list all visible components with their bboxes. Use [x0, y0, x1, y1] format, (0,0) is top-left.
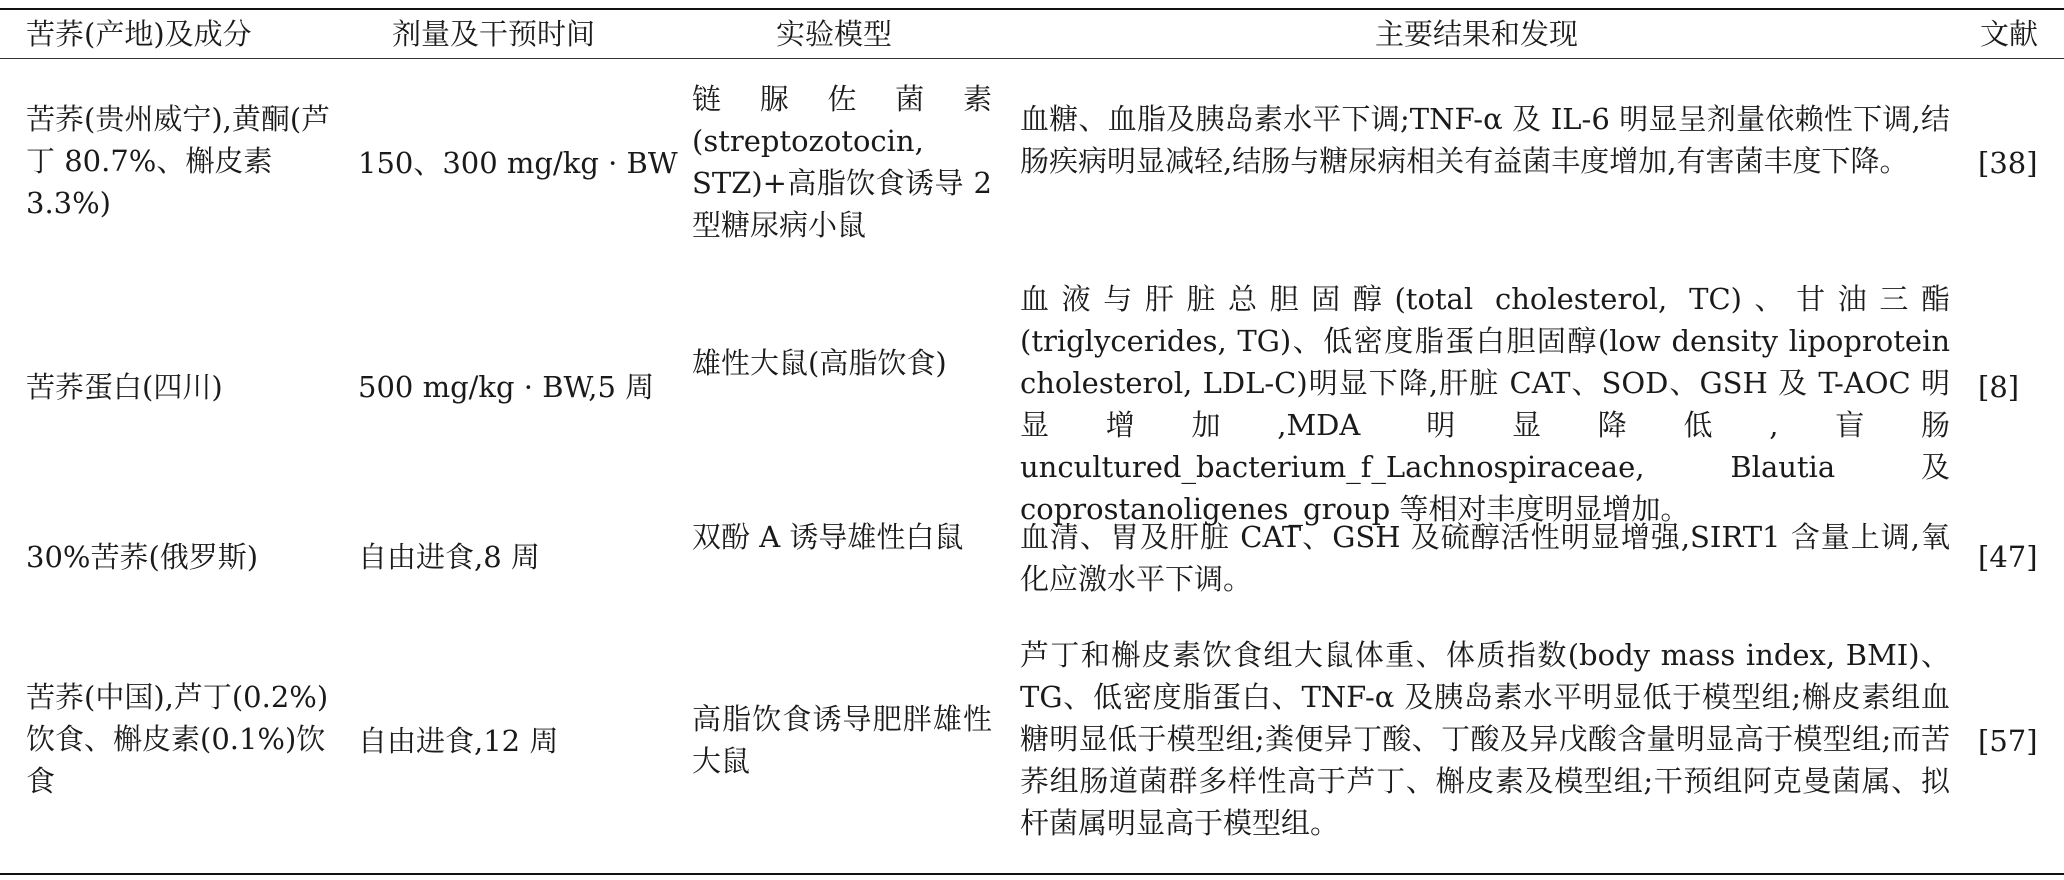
table-bottom-rule: [0, 873, 2064, 875]
row4-ref: [57]: [1978, 724, 2038, 758]
header-model: 实验模型: [776, 17, 893, 51]
row1-model: 链脲佐菌素(streptozotocin, STZ)+高脂饮食诱导 2 型糖尿病小鼠: [692, 82, 992, 242]
row2-ref: [8]: [1978, 370, 2020, 404]
header-source: 苦荞(产地)及成分: [26, 17, 252, 51]
row3-result: 血清、胃及肝脏 CAT、GSH 及硫醇活性明显增强,SIRT1 含量上调,氧化应激水平下调。: [1020, 520, 1950, 596]
row1-result: 血糖、血脂及胰岛素水平下调;TNF-α 及 IL-6 明显呈剂量依赖性下调,结肠疾病明显减轻,结肠与糖尿病相关有益菌丰度增加,有害菌丰度下降。: [1020, 102, 1950, 178]
row1-ref: [38]: [1978, 146, 2038, 180]
row2-source: 苦荞蛋白(四川): [26, 370, 223, 404]
row3-source: 30%苦荞(俄罗斯): [26, 540, 259, 574]
row3-dose: 自由进食,8 周: [358, 540, 540, 574]
row4-model: 高脂饮食诱导肥胖雄性大鼠: [692, 702, 992, 778]
table-header-rule: [0, 58, 2064, 59]
header-dose: 剂量及干预时间: [392, 17, 596, 51]
row2-dose: 500 mg/kg · BW,5 周: [358, 370, 655, 404]
row2-result: 血液与肝脏总胆固醇(total cholesterol, TC)、甘油三酯(triglycerides, TG)、低密度脂蛋白胆固醇(low density lipoprotein cholesterol, LDL-C)明显下降,肝脏 CAT、SOD、GSH 及 T-AOC 明显增加,MDA 明显降低,盲肠 uncultured_bacterium_f_Lachnospiraceae, Blautia 及 coprostanoligenes_group 等相对丰度明显增加。: [1020, 282, 1950, 526]
row2-model: 雄性大鼠(高脂饮食): [692, 346, 947, 380]
row1-source: 苦荞(贵州威宁),黄酮(芦丁 80.7%、槲皮素 3.3%): [26, 102, 331, 220]
header-ref: 文献: [1980, 17, 2039, 51]
row1-dose: 150、300 mg/kg · BW: [358, 146, 678, 180]
table-top-rule: [0, 8, 2064, 10]
row3-model: 双酚 A 诱导雄性白鼠: [692, 520, 964, 554]
row3-ref: [47]: [1978, 540, 2038, 574]
row4-result: 芦丁和槲皮素饮食组大鼠体重、体质指数(body mass index, BMI)、TG、低密度脂蛋白、TNF-α 及胰岛素水平明显低于模型组;槲皮素组血糖明显低于模型组;粪便异丁酸、丁酸及异戊酸含量明显高于模型组;而苦荞组肠道菌群多样性高于芦丁、槲皮素及模型组;干预组阿克曼菌属、拟杆菌属明显高于模型组。: [1020, 638, 1950, 840]
header-result: 主要结果和发现: [1375, 17, 1579, 51]
row4-dose: 自由进食,12 周: [358, 724, 559, 758]
row4-source: 苦荞(中国),芦丁(0.2%)饮食、槲皮素(0.1%)饮食: [26, 680, 329, 798]
